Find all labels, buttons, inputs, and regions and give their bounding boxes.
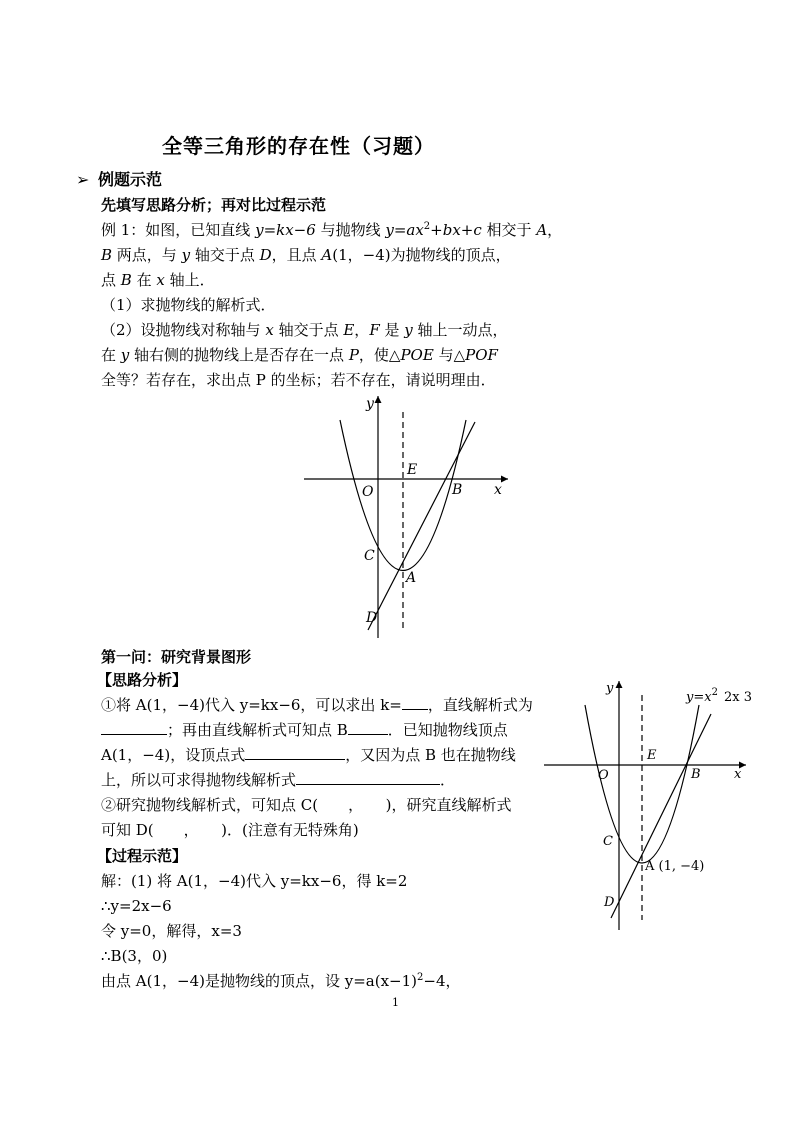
problem-line-1: 例 1：如图，已知直线 y=kx−6 与抛物线 $y=ax^2+bx+c$ 相交于 A， xyxy=(101,221,563,239)
problem-line-5: （2）设抛物线对称轴与 x 轴交于点 E，F 是 y 轴上一动点， xyxy=(101,321,508,339)
analysis-line-3: A(1，−4)，设顶点式 ，又因为点 B 也在抛物线 xyxy=(101,746,516,764)
fig2-label-a: A (1, −4) xyxy=(645,859,705,874)
fig1-label-a: A xyxy=(406,570,417,586)
analysis-line-2: ；再由直线解析式可知点 B ．已知抛物线顶点 xyxy=(101,720,508,740)
fig1-label-d: D xyxy=(366,610,378,626)
fig2-label-o: O xyxy=(598,768,609,783)
analysis-line-6: 可知 D( ， )．(注意有无特殊角) xyxy=(101,821,359,839)
problem-line-3: 点 B 在 x 轴上． xyxy=(101,271,215,289)
blank-vertex-form[interactable] xyxy=(245,745,345,760)
fig2-label-c: C xyxy=(603,834,613,849)
fig2-label-b: B xyxy=(691,767,701,782)
fig1-label-x: x xyxy=(494,482,502,498)
solution-line-1: 解：(1) 将 A(1，−4)代入 y=kx−6，得 k=2 xyxy=(101,872,408,890)
blank-k[interactable] xyxy=(402,695,428,710)
fig1-label-o: O xyxy=(362,484,374,500)
fig2-line xyxy=(611,714,711,918)
problem-question-1: （1）求抛物线的解析式． xyxy=(101,296,276,314)
analysis-heading: 【思路分析】 xyxy=(97,671,188,689)
fig2-label-e: E xyxy=(647,748,657,763)
blank-line-equation[interactable] xyxy=(101,720,167,735)
blank-point-b[interactable] xyxy=(348,720,388,735)
fig1-label-e: E xyxy=(407,462,418,478)
fig1-line xyxy=(368,422,475,630)
fig1-label-c: C xyxy=(364,548,375,564)
blank-parabola-equation[interactable] xyxy=(296,770,440,785)
page-number: 1 xyxy=(392,996,399,1009)
solution-line-3: 令 y=0，解得，x=3 xyxy=(101,922,242,940)
subheading: 先填写思路分析；再对比过程示范 xyxy=(101,196,327,214)
page-title: 全等三角形的存在性（习题） xyxy=(162,134,435,158)
problem-line-6: 在 y 轴右侧的抛物线上是否存在一点 P，使△POE 与△POF xyxy=(101,346,498,364)
fig1-label-y: y xyxy=(366,396,374,412)
part1-heading: 第一问：研究背景图形 xyxy=(101,648,252,666)
analysis-line-1: ①将 A(1，−4)代入 y=kx−6，可以求出 k= ，直线解析式为 xyxy=(101,696,533,714)
solution-line-2: ∴y=2x−6 xyxy=(101,897,172,915)
problem-line-7: 全等？若存在，求出点 P 的坐标；若不存在，请说明理由． xyxy=(101,371,496,389)
fig2-equation: $y=x^2$ 2x 3 xyxy=(686,687,752,705)
section-label: 例题示范 xyxy=(98,170,163,189)
fig2-label-d: D xyxy=(604,895,615,910)
analysis-line-5: ②研究抛物线解析式，可知点 C( ， )，研究直线解析式 xyxy=(101,796,512,814)
solution-line-5: 由点 A(1，−4)是抛物线的顶点，设 $y=a(x-1)^2-4$， xyxy=(101,972,461,990)
solution-line-4: ∴B(3，0) xyxy=(101,947,168,965)
fig1-label-b: B xyxy=(452,482,463,498)
process-heading: 【过程示范】 xyxy=(97,847,188,865)
analysis-line-4: 上，所以可求得抛物线解析式 ． xyxy=(101,771,456,789)
problem-line-2: B 两点，与 y 轴交于点 D，且点 A(1，−4)为抛物线的顶点， xyxy=(101,246,511,264)
fig2-label-x: x xyxy=(734,767,742,782)
fig2-label-y: y xyxy=(606,681,614,696)
arrow-bullet-icon: ➢ xyxy=(76,170,90,189)
